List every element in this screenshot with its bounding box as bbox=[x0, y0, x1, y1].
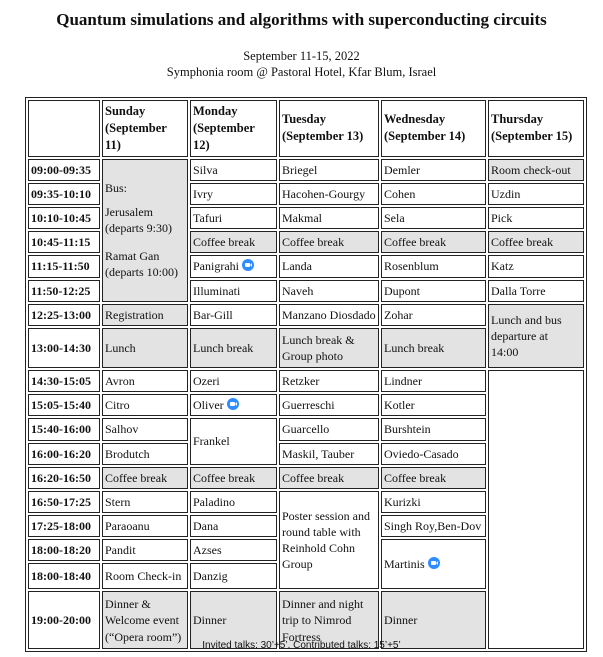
talk-cell: Pick bbox=[488, 207, 584, 229]
talk-cell: Frankel bbox=[190, 418, 277, 464]
coffee-break-cell: Coffee break bbox=[279, 467, 379, 489]
talk-name: Panigrahi bbox=[193, 259, 239, 274]
time-slot: 12:25-13:00 bbox=[28, 304, 100, 326]
talk-cell: Sela bbox=[381, 207, 486, 229]
coffee-break-cell: Coffee break bbox=[381, 231, 486, 253]
talk-length-note: Invited talks: 30’+5’. Contributed talks: 15’+5’ bbox=[202, 640, 401, 651]
dinner-cell: Dinner bbox=[190, 591, 277, 649]
talk-cell: Danzig bbox=[190, 563, 277, 589]
day-header-monday: Monday (September 12) bbox=[190, 100, 277, 157]
talk-cell: Tafuri bbox=[190, 207, 277, 229]
event-venue: Symphonia room @ Pastoral Hotel, Kfar Blum, Israel bbox=[166, 65, 437, 79]
talk-cell: Lindner bbox=[381, 370, 486, 392]
time-slot: 16:00-16:20 bbox=[28, 443, 100, 465]
time-slot: 09:00-09:35 bbox=[28, 159, 100, 181]
bus-jerusalem-departure: (departs 9:30) bbox=[105, 221, 172, 236]
lunch-photo-cell: Lunch break & Group photo bbox=[279, 328, 379, 368]
bus-jerusalem: Jerusalem bbox=[105, 204, 153, 219]
talk-cell: Dupont bbox=[381, 280, 486, 302]
lunch-cell: Lunch break bbox=[190, 328, 277, 368]
coffee-break-cell: Coffee break bbox=[381, 467, 486, 489]
coffee-break-cell: Coffee break bbox=[102, 467, 188, 489]
talk-cell: Silva bbox=[190, 159, 277, 181]
time-slot: 15:05-15:40 bbox=[28, 394, 100, 416]
schedule-table bbox=[25, 97, 587, 652]
talk-cell bbox=[190, 394, 277, 416]
talk-cell: Paladino bbox=[190, 491, 277, 513]
time-slot: 18:00-18:20 bbox=[28, 539, 100, 561]
page-title: Quantum simulations and algorithms with superconducting circuits bbox=[56, 10, 547, 29]
talk-cell: Oviedo-Casado bbox=[381, 443, 486, 465]
checkin-cell: Room Check-in bbox=[102, 563, 188, 589]
talk-cell: Guerreschi bbox=[279, 394, 379, 416]
talk-cell: Retzker bbox=[279, 370, 379, 392]
time-slot: 15:40-16:00 bbox=[28, 418, 100, 440]
day-header-thursday: Thursday (September 15) bbox=[488, 100, 584, 157]
bus-ramat-gan: Ramat Gan bbox=[105, 249, 160, 264]
talk-cell: Stern bbox=[102, 491, 188, 513]
talk-cell: Naveh bbox=[279, 280, 379, 302]
table-row bbox=[28, 159, 584, 181]
talk-cell: Landa bbox=[279, 255, 379, 277]
talk-cell: Uzdin bbox=[488, 183, 584, 205]
talk-cell: Demler bbox=[381, 159, 486, 181]
table-row bbox=[28, 370, 584, 392]
talk-cell: Avron bbox=[102, 370, 188, 392]
time-slot: 09:35-10:10 bbox=[28, 183, 100, 205]
sunday-bus-cell bbox=[102, 159, 188, 302]
bus-label: Bus: bbox=[105, 180, 128, 195]
bus-ramat-gan-departure: (departs 10:00) bbox=[105, 265, 178, 280]
time-slot: 10:10-10:45 bbox=[28, 207, 100, 229]
talk-cell: Kotler bbox=[381, 394, 486, 416]
zoom-video-icon bbox=[227, 398, 239, 410]
talk-name: Martinis bbox=[384, 557, 425, 572]
talk-cell: Pandit bbox=[102, 539, 188, 561]
table-row bbox=[28, 304, 584, 326]
talk-cell: Burshtein bbox=[381, 418, 486, 440]
talk-cell: Rosenblum bbox=[381, 255, 486, 277]
time-slot: 16:50-17:25 bbox=[28, 491, 100, 513]
talk-cell: Cohen bbox=[381, 183, 486, 205]
dinner-cell: Dinner and night trip to Nimrod Fortress bbox=[279, 591, 379, 649]
talk-cell: Ivry bbox=[190, 183, 277, 205]
coffee-break-cell: Coffee break bbox=[190, 231, 277, 253]
thursday-empty-cell bbox=[488, 370, 584, 650]
talk-cell: Azses bbox=[190, 539, 277, 561]
time-slot: 14:30-15:05 bbox=[28, 370, 100, 392]
time-slot: 18:00-18:40 bbox=[28, 563, 100, 589]
lunch-cell: Lunch break bbox=[381, 328, 486, 368]
talk-cell: Manzano Diosdado bbox=[279, 304, 379, 326]
time-slot: 17:25-18:00 bbox=[28, 515, 100, 537]
talk-cell: Kurizki bbox=[381, 491, 486, 513]
time-slot: 11:50-12:25 bbox=[28, 280, 100, 302]
zoom-video-icon bbox=[428, 557, 440, 569]
day-header-wednesday: Wednesday (September 14) bbox=[381, 100, 486, 157]
talk-cell: Paraoanu bbox=[102, 515, 188, 537]
dinner-cell: Dinner bbox=[381, 591, 486, 649]
time-slot: 16:20-16:50 bbox=[28, 467, 100, 489]
coffee-break-cell: Coffee break bbox=[279, 231, 379, 253]
talk-cell: Citro bbox=[102, 394, 188, 416]
talk-cell: Maskil, Tauber bbox=[279, 443, 379, 465]
talk-cell: Bar-Gill bbox=[190, 304, 277, 326]
talk-cell: Guarcello bbox=[279, 418, 379, 440]
talk-name: Oliver bbox=[193, 398, 224, 413]
talk-cell: Makmal bbox=[279, 207, 379, 229]
time-slot: 13:00-14:30 bbox=[28, 328, 100, 368]
talk-cell: Zohar bbox=[381, 304, 486, 326]
event-dates: September 11-15, 2022 bbox=[243, 49, 360, 63]
thursday-lunch-cell: Lunch and bus departure at 14:00 bbox=[488, 304, 584, 368]
talk-cell: Katz bbox=[488, 255, 584, 277]
dinner-cell: Dinner & Welcome event (“Opera room”) bbox=[102, 591, 188, 649]
talk-cell: Salhov bbox=[102, 418, 188, 440]
talk-cell: Hacohen-Gourgy bbox=[279, 183, 379, 205]
talk-cell: Dana bbox=[190, 515, 277, 537]
time-slot: 11:15-11:50 bbox=[28, 255, 100, 277]
corner-cell bbox=[28, 100, 100, 157]
lunch-cell: Lunch bbox=[102, 328, 188, 368]
poster-session-cell: Poster session and round table with Reinhold Cohn Group bbox=[279, 491, 379, 590]
talk-cell: Singh Roy,Ben-Dov bbox=[381, 515, 486, 537]
day-header-tuesday: Tuesday (September 13) bbox=[279, 100, 379, 157]
time-slot: 19:00-20:00 bbox=[28, 591, 100, 649]
header-row bbox=[28, 100, 584, 157]
talk-cell: Illuminati bbox=[190, 280, 277, 302]
talk-cell: Briegel bbox=[279, 159, 379, 181]
talk-cell: Ozeri bbox=[190, 370, 277, 392]
registration-cell: Registration bbox=[102, 304, 188, 326]
time-slot: 10:45-11:15 bbox=[28, 231, 100, 253]
talk-cell: Brodutch bbox=[102, 443, 188, 465]
talk-cell bbox=[381, 539, 486, 589]
coffee-break-cell: Coffee break bbox=[488, 231, 584, 253]
checkout-cell: Room check-out bbox=[488, 159, 584, 181]
day-header-sunday: Sunday (September 11) bbox=[102, 100, 188, 157]
talk-cell bbox=[190, 255, 277, 277]
talk-cell: Dalla Torre bbox=[488, 280, 584, 302]
coffee-break-cell: Coffee break bbox=[190, 467, 277, 489]
zoom-video-icon bbox=[242, 259, 254, 271]
